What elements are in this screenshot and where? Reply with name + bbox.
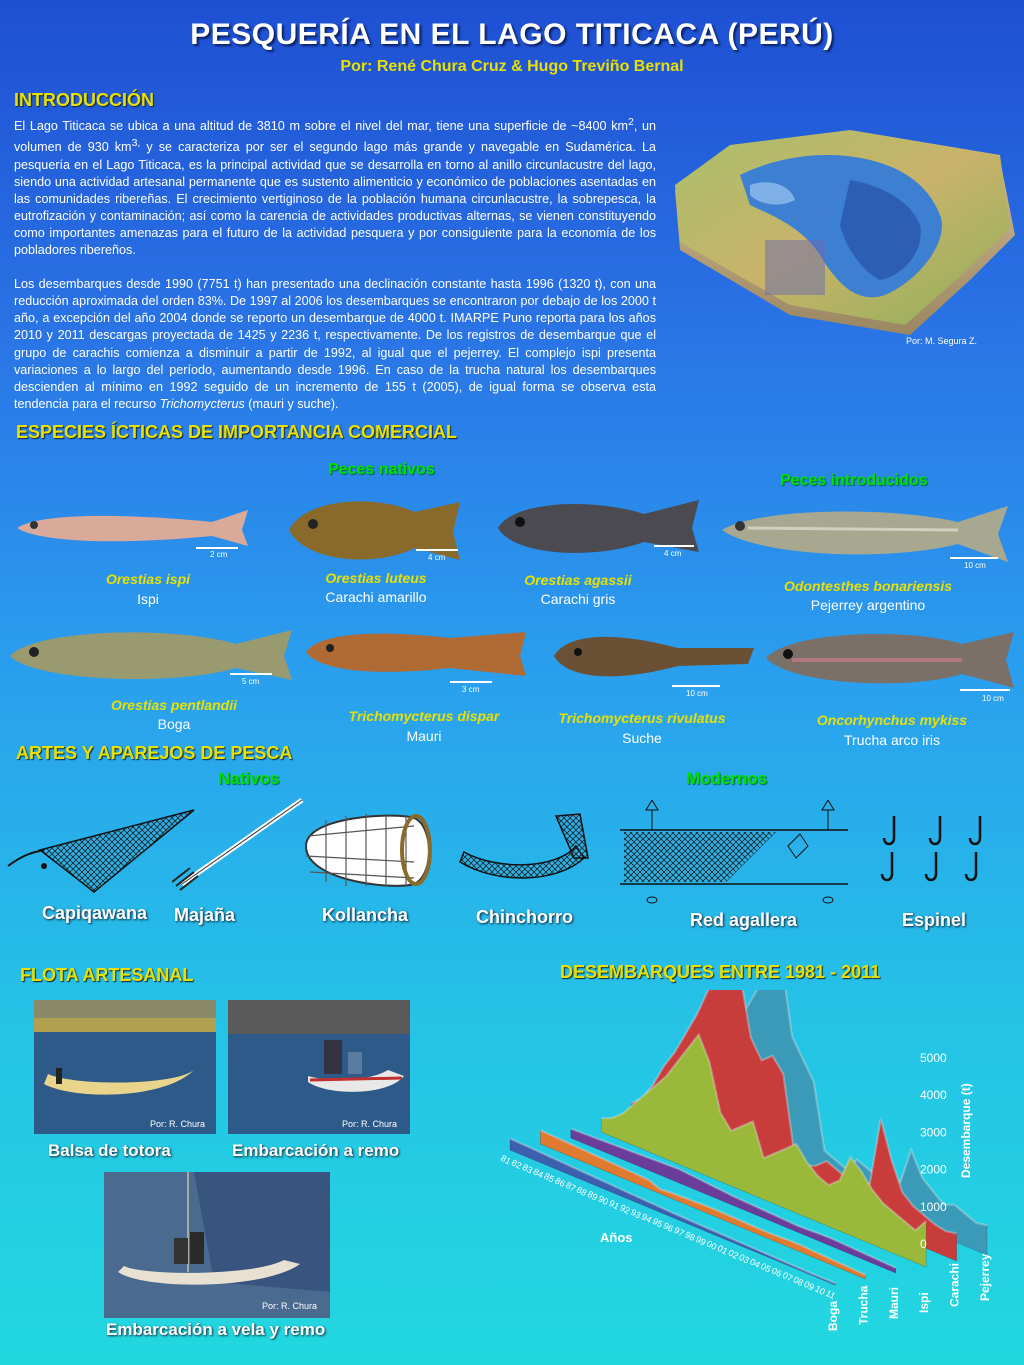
species-common-5: Mauri xyxy=(406,728,442,744)
credit-vela: Por: R. Chura xyxy=(262,1301,318,1311)
x-tick-label: 92 xyxy=(618,1202,632,1216)
scale-bar-mauri xyxy=(450,681,492,683)
x-tick-label: 98 xyxy=(683,1229,697,1243)
fleet-heading: FLOTA ARTESANAL xyxy=(20,965,194,985)
intro-p1-sup2: 3, xyxy=(131,137,141,150)
y-tick-label: 3000 xyxy=(920,1125,947,1140)
chinchorro-net-icon xyxy=(456,806,596,890)
x-tick-label: 86 xyxy=(553,1175,567,1189)
x-tick-label: 08 xyxy=(791,1274,806,1288)
y-tick-label: 0 xyxy=(920,1237,927,1251)
species-sci-3: Odontesthes bonariensis xyxy=(783,578,953,594)
gear-heading: ARTES Y APAREJOS DE PESCA xyxy=(16,743,293,763)
x-tick-label: 96 xyxy=(661,1220,676,1234)
x-tick-label: 02 xyxy=(726,1247,741,1261)
x-tick-label: 95 xyxy=(650,1215,665,1230)
intro-p1-sup1: 2 xyxy=(627,116,634,128)
native-fish-label: Peces nativos xyxy=(328,461,435,478)
photo-embarcacion-remo xyxy=(228,1000,410,1134)
species-common-4: Boga xyxy=(157,716,191,732)
x-tick-label: 99 xyxy=(694,1233,708,1248)
species-common-6: Suche xyxy=(622,730,662,746)
scale-bar-suche xyxy=(672,685,720,687)
x-tick-label: 07 xyxy=(780,1269,795,1284)
gear-modern-label: Modernos xyxy=(686,769,768,788)
species-common-2: Carachi gris xyxy=(540,591,616,607)
x-tick-label: 06 xyxy=(769,1265,784,1279)
scale-bar-ispi xyxy=(196,547,238,549)
species-sci-5: Trichomycterus dispar xyxy=(348,708,500,724)
scale-suche: 10 cm xyxy=(686,689,708,698)
species-sci-1: Orestias luteus xyxy=(325,570,427,586)
credit-balsa: Por: R. Chura xyxy=(150,1119,206,1129)
scale-boga: 5 cm xyxy=(242,677,260,686)
x-tick-label: 91 xyxy=(607,1197,621,1212)
y-tick-label: 4000 xyxy=(920,1088,947,1103)
x-tick-label: 81 xyxy=(499,1152,513,1167)
species-common-7: Trucha arco iris xyxy=(844,732,940,748)
gear-label-chinchorro: Chinchorro xyxy=(476,907,573,927)
species-sci-0: Orestias ispi xyxy=(105,571,191,587)
x-tick-label: 83 xyxy=(520,1161,535,1176)
x-tick-label: 88 xyxy=(574,1184,589,1198)
photo-embarcacion-vela xyxy=(104,1172,330,1318)
fish-trichomycterus-rivulatus xyxy=(548,622,758,688)
credit-remo: Por: R. Chura xyxy=(342,1119,398,1129)
species-sci-6: Trichomycterus rivulatus xyxy=(558,710,726,726)
x-tick-label: 09 xyxy=(802,1278,816,1293)
species-common-3: Pejerrey argentino xyxy=(810,597,926,613)
x-tick-label: 85 xyxy=(542,1170,556,1185)
species-common-1: Carachi amarillo xyxy=(325,589,427,605)
scale-agassii: 4 cm xyxy=(664,549,682,558)
majana-spear-icon xyxy=(172,796,308,892)
intro-p1-c: y se caracteriza por ser el segundo lago más grande y navegable en Sudamérica. La pesquería en el Lago Titicaca, es la principal actividad que se desarrolla en torno al anillo circunlacustre del lago, siendo una actividad artesanal permanente que es sustento alimenticio y económico de poblaciones asentadas en las comunidades ribereñas. El crecimiento vertiginoso de la población humana circunlacustre, la sobrepesca, la eutrofización y contaminación; así como la carencia de actividades productivas alternas, se vienen constituyendo como importantes amenazas para el futuro de la actividad pesquera y por consiguiente para la economía de los pobladores ribereños. xyxy=(14,140,656,258)
capiqawana-net-icon xyxy=(4,806,200,896)
scale-ispi: 2 cm xyxy=(210,550,228,559)
x-tick-label: 10 xyxy=(813,1283,827,1297)
photo-label-balsa: Balsa de totora xyxy=(48,1141,171,1160)
x-tick-label: 11 xyxy=(824,1287,838,1302)
species-heading: ESPECIES ÍCTICAS DE IMPORTANCIA COMERCIAL xyxy=(16,422,458,442)
intro-paragraph-2 xyxy=(14,276,656,413)
x-tick-label: 84 xyxy=(531,1166,546,1180)
photo-label-remo: Embarcación a remo xyxy=(232,1141,400,1160)
intro-p2-italic: Trichomycterus xyxy=(159,396,245,411)
fish-oncorhynchus-mykiss xyxy=(762,624,1018,694)
red-agallera-gillnet-icon xyxy=(616,800,852,904)
chart-title: DESEMBARQUES ENTRE 1981 - 2011 xyxy=(560,962,881,982)
intro-p1-b: , un volumen de 930 km xyxy=(14,119,656,155)
x-tick-label: 00 xyxy=(704,1238,719,1252)
y-axis-label: Desembarque (t) xyxy=(959,1083,973,1178)
scale-bar-boga xyxy=(230,673,272,675)
series-label-pejerrey: Pejerrey xyxy=(978,1253,992,1301)
intro-p2-a: Los desembarques desde 1990 (7751 t) han presentado una declinación constante hasta 1996 (1320 t), con una reducción aproximada del orden 83%. De 1997 al 2006 los desembarques se encontraron por debajo de los 2000 t año, a excepción del año 2004 donde se reporto un desembarque de 4000 t. IMARPE Puno reporta para los años 2010 y 2011 descargas proyectada de 1425 y 2236 t, respectivamente. De los registros de desembarque que el grupo de carachis comienza a disminuir a partir de 1992, al igual que el pejerrey. El complejo ispi presenta variaciones a lo largo del período, aumentando desde 1996. En caso de la trucha natural los desembarques descienden al mínimo en 1992 seguido de un incremento de 155 t (2005), de igual forma se observa esta tendencia para el recurso xyxy=(14,277,656,411)
map-credit: Por: M. Segura Z. xyxy=(906,336,978,346)
series-label-ispi: Ispi xyxy=(917,1292,932,1313)
scale-bar-pejerrey xyxy=(950,557,998,559)
x-tick-label: 97 xyxy=(672,1224,686,1239)
species-sci-7: Oncorhynchus mykiss xyxy=(816,712,968,728)
gear-label-capiqawana: Capiqawana xyxy=(42,903,148,923)
gear-label-kollancha: Kollancha xyxy=(322,905,409,925)
scale-luteus: 4 cm xyxy=(428,553,446,562)
species-sci-4: Orestias pentlandii xyxy=(110,697,238,713)
series-label-boga: Boga xyxy=(826,1301,840,1331)
scale-bar-agassii xyxy=(654,545,694,547)
gear-label-red-agallera: Red agallera xyxy=(690,910,798,930)
intro-paragraph-1 xyxy=(14,114,656,259)
x-tick-label: 01 xyxy=(715,1242,730,1257)
fish-trichomycterus-dispar xyxy=(300,612,530,692)
gear-label-majana: Majaña xyxy=(174,905,236,925)
species-sci-2: Orestias agassii xyxy=(524,572,632,588)
scale-mauri: 3 cm xyxy=(462,685,480,694)
gear-label-espinel: Espinel xyxy=(902,910,967,930)
y-tick-label: 1000 xyxy=(920,1199,947,1214)
x-axis-label: Años xyxy=(600,1230,633,1245)
y-tick-label: 2000 xyxy=(920,1162,947,1177)
x-tick-label: 87 xyxy=(564,1179,578,1194)
espinel-hooks-icon xyxy=(880,812,990,886)
poster-title: PESQUERÍA EN EL LAGO TITICACA (PERÚ) xyxy=(190,18,834,51)
landings-chart xyxy=(440,990,1024,1360)
x-tick-label: 94 xyxy=(639,1211,654,1225)
x-tick-label: 04 xyxy=(748,1256,762,1270)
fish-odontesthes-bonariensis xyxy=(718,500,1012,570)
x-tick-label: 82 xyxy=(509,1157,524,1171)
kollancha-trap-icon xyxy=(296,806,436,890)
gear-native-label: Nativos xyxy=(218,769,280,788)
series-label-trucha: Trucha xyxy=(856,1285,871,1325)
intro-text xyxy=(14,114,656,430)
series-label-carachi: Carachi xyxy=(947,1262,962,1307)
series-label-mauri: Mauri xyxy=(886,1286,901,1319)
intro-p2-b: (mauri y suche). xyxy=(244,396,339,411)
intro-p1-a: El Lago Titicaca se ubica a una altitud de 3810 m sobre el nivel del mar, tiene una superficie de ~8400 km xyxy=(14,119,628,134)
x-tick-label: 89 xyxy=(585,1188,600,1203)
x-tick-label: 93 xyxy=(629,1206,643,1221)
species-common-0: Ispi xyxy=(137,591,159,607)
photo-label-vela: Embarcación a vela y remo xyxy=(106,1320,326,1339)
photo-balsa-totora xyxy=(34,1000,216,1134)
x-tick-label: 05 xyxy=(759,1260,773,1275)
y-tick-label: 5000 xyxy=(920,1051,947,1065)
lake-titicaca-3d-map xyxy=(670,130,1022,350)
x-tick-label: 03 xyxy=(737,1251,751,1266)
intro-heading: INTRODUCCIÓN xyxy=(14,90,154,110)
x-tick-label: 90 xyxy=(596,1193,611,1207)
introduced-fish-label: Peces introducidos xyxy=(780,472,928,489)
scale-trucha: 10 cm xyxy=(982,694,1004,703)
poster-authors: Por: René Chura Cruz & Hugo Treviño Bernal xyxy=(340,58,684,75)
scale-bar-trucha xyxy=(960,689,1010,691)
scale-bar-luteus xyxy=(416,549,458,551)
scale-pejerrey: 10 cm xyxy=(964,561,986,570)
